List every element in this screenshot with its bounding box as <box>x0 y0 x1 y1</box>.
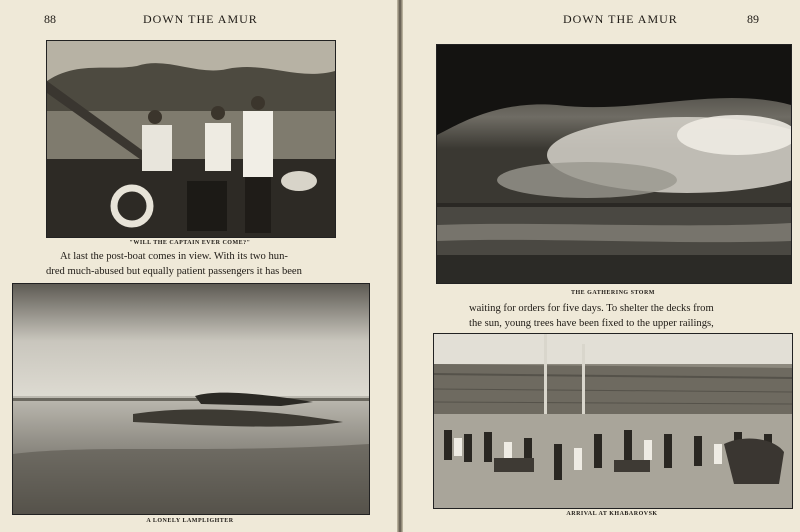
left-text-line-1: At last the post-boat comes in view. With its two hun- <box>60 251 288 262</box>
left-page-number: 88 <box>44 12 56 26</box>
storm-photo <box>436 44 792 284</box>
lamplighter-photo-caption: A LONELY LAMPLIGHTER <box>146 518 234 524</box>
right-running-head: DOWN THE AMUR <box>563 12 678 26</box>
left-page <box>0 0 397 532</box>
right-page-number: 89 <box>747 12 759 26</box>
lamplighter-photo <box>12 283 370 515</box>
captain-photo <box>46 40 336 238</box>
right-body-text <box>469 301 791 331</box>
left-text-line-2: dred much-abused but equally patient passengers it has been <box>46 266 302 277</box>
left-running-head: DOWN THE AMUR <box>143 12 258 26</box>
khabarovsk-photo-caption: ARRIVAL AT KHABAROVSK <box>566 511 658 517</box>
right-page <box>403 0 800 532</box>
khabarovsk-photo <box>433 333 793 509</box>
right-text-line-2: the sun, young trees have been fixed to the upper railings, <box>469 318 714 329</box>
storm-photo-caption: THE GATHERING STORM <box>571 290 655 296</box>
captain-photo-caption: "WILL THE CAPTAIN EVER COME?" <box>129 240 251 246</box>
right-text-line-1: waiting for orders for five days. To shelter the decks from <box>469 303 714 314</box>
left-body-text <box>46 249 335 279</box>
